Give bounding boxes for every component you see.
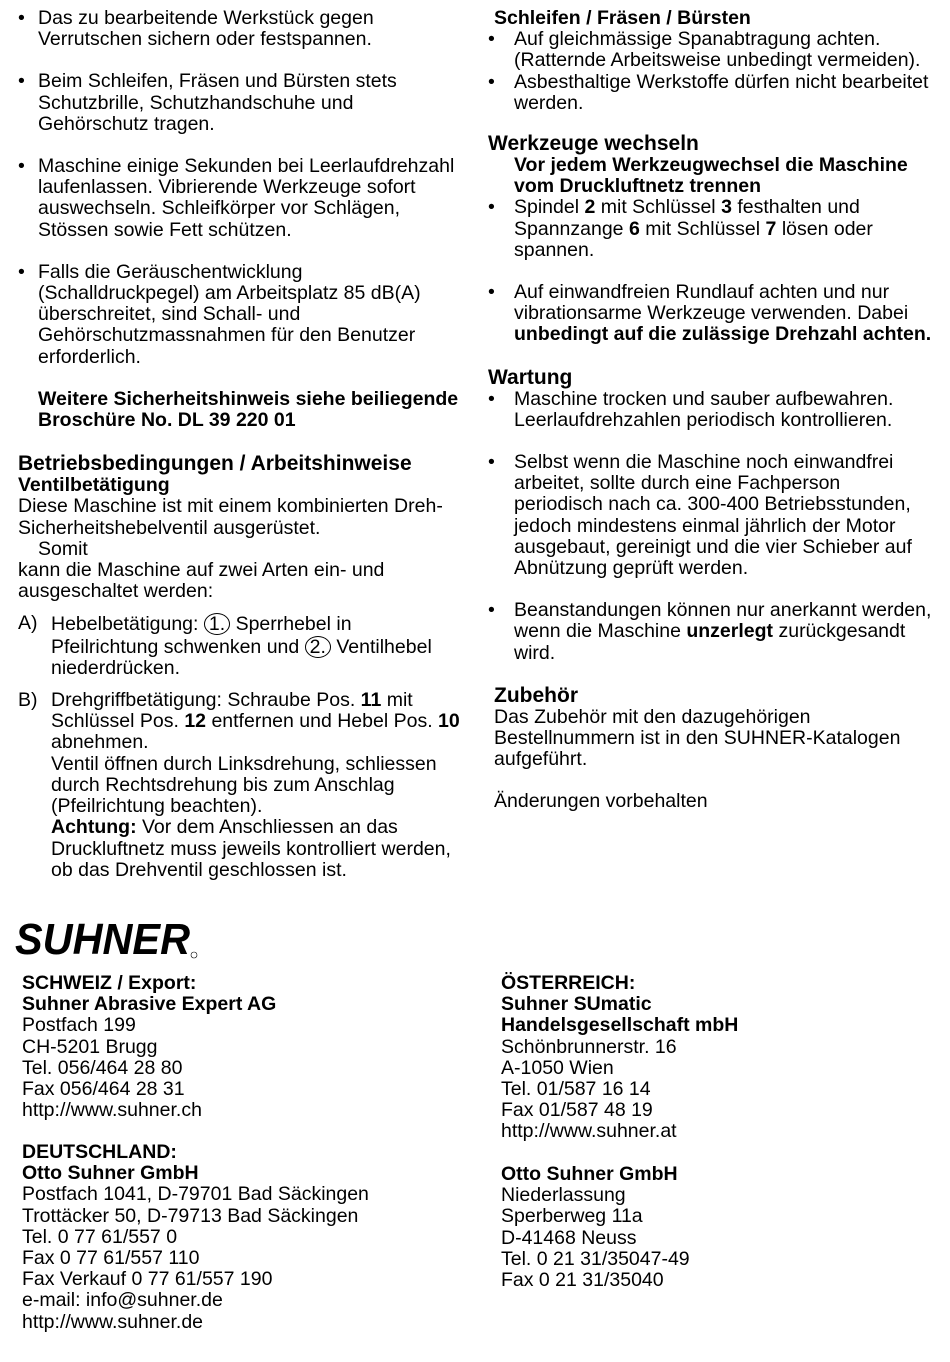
paragraph: Somit bbox=[38, 537, 88, 560]
address-switzerland bbox=[22, 973, 276, 1121]
subsection-title: Ventilbetätigung bbox=[18, 474, 170, 497]
item-text: Spindel bbox=[514, 196, 580, 219]
item-text: lösen oder spannen. bbox=[514, 217, 873, 261]
logo-text: SUHNER bbox=[15, 918, 191, 960]
address-company: Otto Suhner GmbH bbox=[22, 1162, 199, 1185]
address-line: Fax Verkauf 0 77 61/557 190 bbox=[22, 1268, 273, 1291]
address-heading: SCHWEIZ / Export: bbox=[22, 972, 197, 994]
option-text: Ventilhebel niederdrücken. bbox=[51, 635, 432, 679]
list-item: • Maschine trocken und sauber aufbewahren. Leerlaufdrehzahlen periodisch kontrollieren. bbox=[488, 389, 934, 431]
item-text: zurückgesandt wird. bbox=[514, 620, 906, 664]
address-company: Suhner Abrasive Expert AG bbox=[22, 993, 277, 1016]
list-item bbox=[488, 282, 934, 346]
address-line: Fax 01/587 48 19 bbox=[501, 1099, 653, 1122]
address-line: Tel. 01/587 16 14 bbox=[501, 1078, 651, 1101]
registered-mark-icon bbox=[191, 952, 197, 958]
option-text: Drehgriffbetätigung: Schraube Pos. bbox=[51, 689, 356, 712]
part-number: 6 bbox=[628, 217, 640, 240]
item-text: festhalten und Spannzange bbox=[514, 196, 860, 240]
address-line: Postfach 1041, D-79701 Bad Säckingen bbox=[22, 1183, 369, 1206]
safety-bullet: • Das zu bearbeitende Werkstück gegen Verrutschen sichern oder festspannen. bbox=[18, 8, 462, 50]
step-marker: 1. bbox=[204, 613, 230, 635]
part-number: 10 bbox=[438, 710, 460, 733]
section-title: Zubehör bbox=[494, 683, 578, 707]
option-label: A) bbox=[18, 612, 38, 635]
item-text: mit Schlüssel bbox=[600, 196, 716, 219]
address-line: e-mail: info@suhner.de bbox=[22, 1289, 223, 1312]
part-number: 3 bbox=[721, 196, 732, 219]
address-line: Sperberweg 11a bbox=[501, 1205, 643, 1228]
address-company: Handelsgesellschaft mbH bbox=[501, 1014, 739, 1037]
part-number: 11 bbox=[360, 689, 382, 712]
left-column bbox=[18, 8, 462, 892]
address-line: D-41468 Neuss bbox=[501, 1226, 637, 1249]
item-emphasis: unbedingt auf die zulässige Drehzahl achten. bbox=[514, 323, 932, 346]
paragraph: Das Zubehör mit den dazugehörigen Bestellnummern ist in den SUHNER-Katalogen aufgeführt. bbox=[494, 705, 901, 771]
address-austria bbox=[501, 973, 738, 1143]
list-item: • Auf gleichmässige Spanabtragung achten. (Ratternde Arbeitsweise unbedingt vermeiden). bbox=[488, 29, 934, 71]
safety-bullet: • Falls die Geräuschentwicklung (Schalldruckpegel) am Arbeitsplatz 85 dB(A) überschreitet, sind Schall- und Gehörschutzmassnahmen für den Benutzer erforderlich. bbox=[18, 262, 462, 368]
address-germany bbox=[22, 1142, 369, 1333]
address-line: http://www.suhner.ch bbox=[22, 1099, 202, 1122]
section-title: Wartung bbox=[488, 365, 573, 389]
address-line: CH-5201 Brugg bbox=[22, 1035, 158, 1058]
list-item bbox=[488, 600, 934, 664]
option-text: Hebelbetätigung: bbox=[51, 613, 199, 636]
list-item bbox=[488, 197, 934, 261]
section-title: Schleifen / Fräsen / Bürsten bbox=[494, 7, 751, 29]
section-title: Betriebsbedingungen / Arbeitshinweise bbox=[18, 452, 412, 476]
paragraph: kann die Maschine auf zwei Arten ein- und ausgeschaltet werden: bbox=[18, 559, 385, 603]
right-column bbox=[488, 8, 934, 813]
list-item: • Selbst wenn die Maschine noch einwandfrei arbeitet, sollte durch eine Fachperson periodisch nach ca. 300-400 Betriebsstunden, jedoch mindestens einmal jährlich der Motor ausgebaut, gereinigt und die vier Schieber auf Abnützung geprüft werden. bbox=[488, 452, 934, 579]
address-line: Tel. 056/464 28 80 bbox=[22, 1056, 183, 1079]
address-line: Trottäcker 50, D-79713 Bad Säckingen bbox=[22, 1204, 359, 1227]
address-line: Postfach 199 bbox=[22, 1014, 136, 1037]
item-text: Beanstandungen können nur anerkannt werden, wenn die Maschine bbox=[514, 599, 932, 643]
paragraph: Änderungen vorbehalten bbox=[494, 790, 708, 813]
option-text: mit Schlüssel Pos. bbox=[51, 689, 413, 733]
option-label: B) bbox=[18, 689, 38, 712]
option-a bbox=[18, 613, 462, 679]
part-number: 2 bbox=[584, 196, 596, 219]
item-emphasis: unzerlegt bbox=[686, 620, 774, 643]
address-line: Fax 056/464 28 31 bbox=[22, 1078, 185, 1101]
address-line: Tel. 0 21 31/35047-49 bbox=[501, 1247, 690, 1270]
warning-text: Vor jedem Werkzeugwechsel die Maschine vom Druckluftnetz trennen bbox=[514, 154, 908, 198]
warning-text bbox=[51, 817, 462, 881]
list-item: • Asbesthaltige Werkstoffe dürfen nicht bearbeitet werden. bbox=[488, 72, 934, 114]
part-number: 12 bbox=[184, 710, 207, 733]
address-line: http://www.suhner.de bbox=[22, 1310, 204, 1333]
option-text: Ventil öffnen durch Linksdrehung, schliessen durch Rechtsdrehung bis zum Anschlag (Pfeilrichtung beachten). bbox=[51, 752, 437, 818]
item-text: mit Schlüssel bbox=[645, 217, 761, 240]
option-text: entfernen und Hebel Pos. bbox=[211, 710, 433, 733]
logo-graphic bbox=[15, 918, 200, 960]
address-line: Tel. 0 77 61/557 0 bbox=[22, 1225, 178, 1248]
address-line: http://www.suhner.at bbox=[501, 1120, 677, 1143]
address-line: A-1050 Wien bbox=[501, 1056, 614, 1079]
safety-note: Weitere Sicherheitshinweis siehe beiliegende Broschüre No. DL 39 220 01 bbox=[38, 387, 459, 432]
suhner-logo bbox=[15, 918, 200, 965]
option-b bbox=[18, 690, 462, 881]
address-neuss bbox=[501, 1164, 690, 1291]
address-line: Fax 0 21 31/35040 bbox=[501, 1269, 664, 1292]
address-heading: DEUTSCHLAND: bbox=[22, 1141, 177, 1163]
address-company: Suhner SUmatic bbox=[501, 993, 652, 1016]
address-line: Fax 0 77 61/557 110 bbox=[22, 1247, 200, 1270]
part-number: 7 bbox=[765, 217, 777, 240]
address-line: Niederlassung bbox=[501, 1184, 626, 1207]
safety-bullet: • Maschine einige Sekunden bei Leerlaufdrehzahl laufenlassen. Vibrierende Werkzeuge sofort auswechseln. Schleifkörper vor Schlägen, Stössen sowie Fett schützen. bbox=[18, 156, 462, 241]
option-text: Sperrhebel in Pfeilrichtung schwenken und bbox=[51, 613, 352, 658]
paragraph: Diese Maschine ist mit einem kombinierten Dreh-Sicherheitshebelventil ausgerüstet. bbox=[18, 495, 443, 539]
address-heading: ÖSTERREICH: bbox=[501, 972, 636, 994]
section-title: Werkzeuge wechseln bbox=[488, 132, 699, 156]
address-line: Schönbrunnerstr. 16 bbox=[501, 1035, 677, 1058]
address-company: Otto Suhner GmbH bbox=[501, 1163, 678, 1185]
step-marker: 2. bbox=[305, 636, 331, 658]
warning-body: Vor dem Anschliessen an das Druckluftnetz muss jeweils kontrolliert werden, ob das Drehventil geschlossen ist. bbox=[51, 816, 451, 881]
warning-label: Achtung: bbox=[51, 816, 137, 839]
item-text: Auf einwandfreien Rundlauf achten und nur vibrationsarme Werkzeuge verwenden. Dabei bbox=[514, 281, 909, 325]
option-text: abnehmen. bbox=[51, 731, 149, 754]
safety-bullet: • Beim Schleifen, Fräsen und Bürsten stets Schutzbrille, Schutzhandschuhe und Gehörschutz tragen. bbox=[18, 71, 462, 135]
